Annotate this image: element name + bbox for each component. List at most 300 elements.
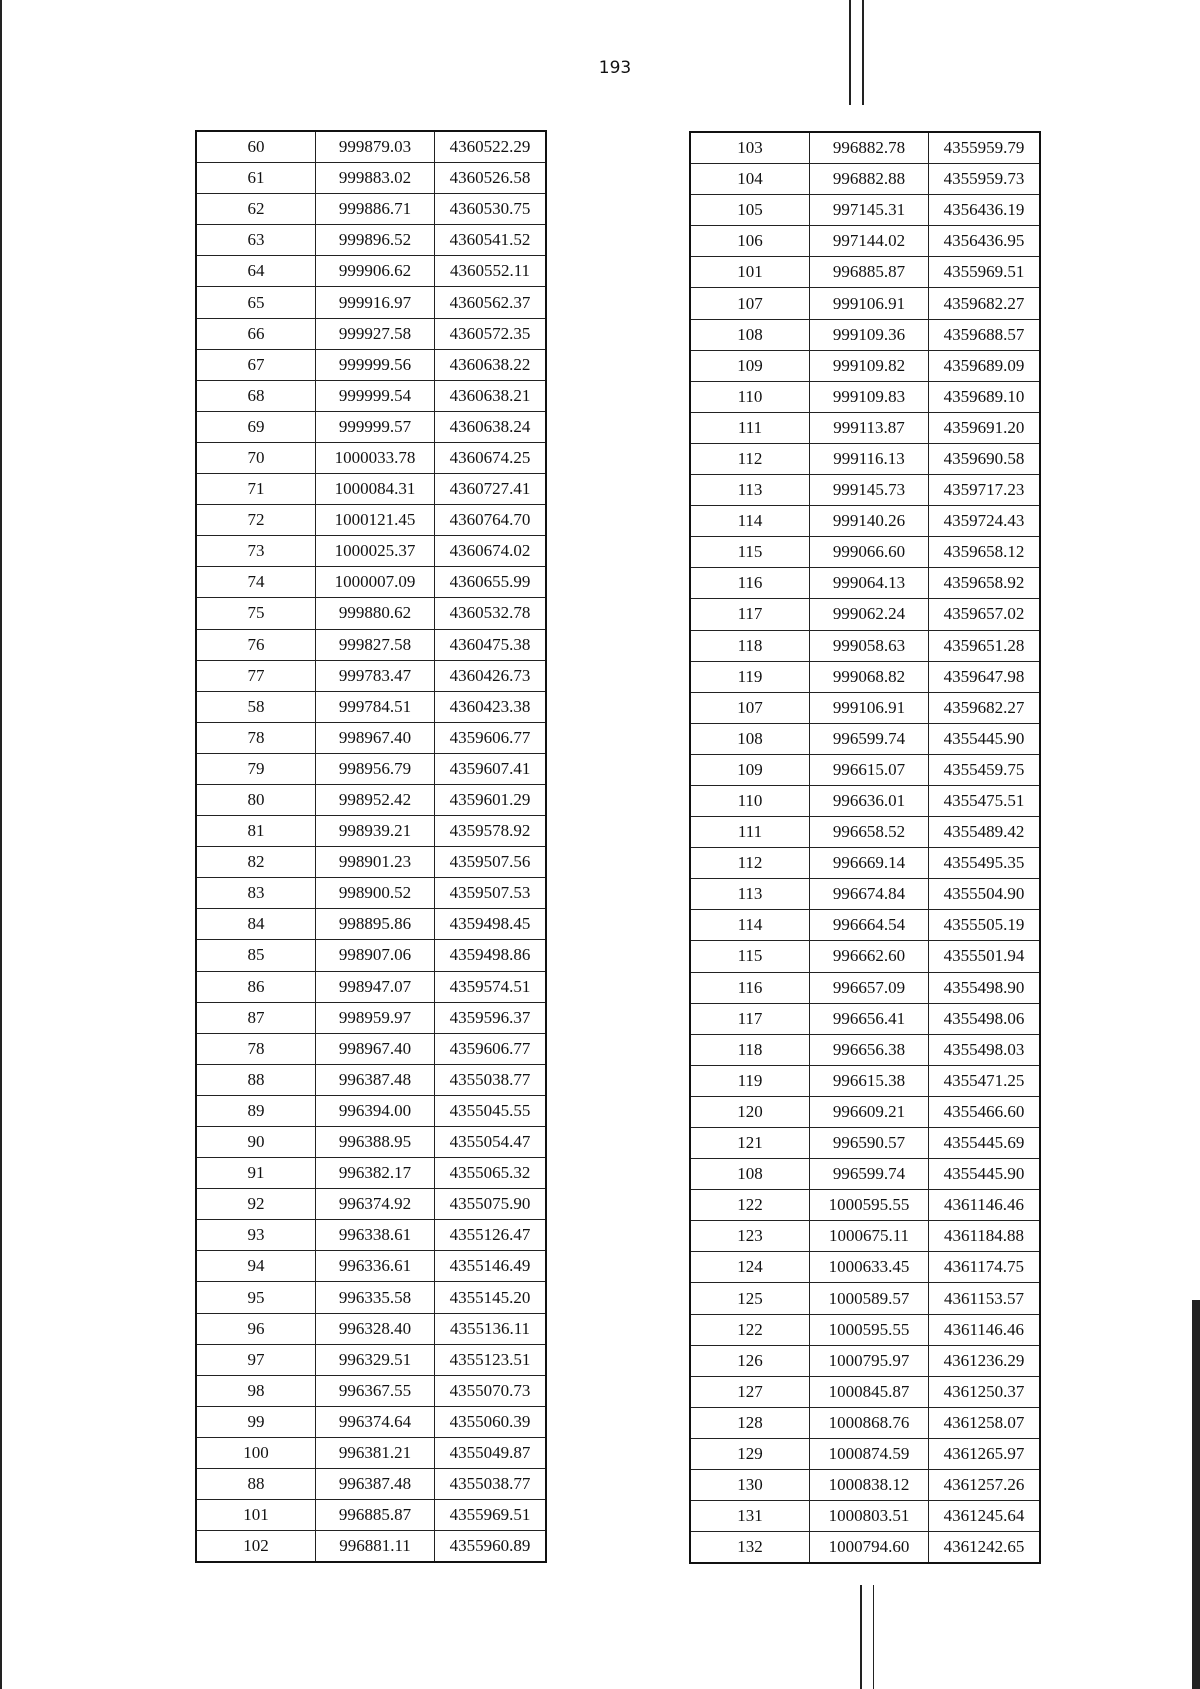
point-number-cell: 94 bbox=[196, 1251, 316, 1282]
table-row bbox=[196, 536, 546, 567]
table-row bbox=[196, 442, 546, 473]
y-coordinate-cell: 4356436.95 bbox=[929, 226, 1041, 257]
x-coordinate-cell: 996590.57 bbox=[810, 1128, 929, 1159]
x-coordinate-cell: 996882.78 bbox=[810, 132, 929, 164]
x-coordinate-cell: 999106.91 bbox=[810, 692, 929, 723]
table-row bbox=[690, 661, 1040, 692]
y-coordinate-cell: 4359688.57 bbox=[929, 319, 1041, 350]
scan-line-top-right-1 bbox=[849, 0, 851, 105]
table-row bbox=[690, 537, 1040, 568]
x-coordinate-cell: 996656.41 bbox=[810, 1003, 929, 1034]
x-coordinate-cell: 996599.74 bbox=[810, 1159, 929, 1190]
table-row bbox=[196, 940, 546, 971]
point-number-cell: 108 bbox=[690, 1159, 810, 1190]
table-row bbox=[690, 1314, 1040, 1345]
y-coordinate-cell: 4360638.22 bbox=[435, 349, 547, 380]
point-number-cell: 101 bbox=[196, 1500, 316, 1531]
point-number-cell: 116 bbox=[690, 568, 810, 599]
x-coordinate-cell: 996636.01 bbox=[810, 785, 929, 816]
table-row bbox=[690, 568, 1040, 599]
y-coordinate-cell: 4359606.77 bbox=[435, 722, 547, 753]
y-coordinate-cell: 4355123.51 bbox=[435, 1344, 547, 1375]
point-number-cell: 101 bbox=[690, 257, 810, 288]
point-number-cell: 86 bbox=[196, 971, 316, 1002]
x-coordinate-cell: 999066.60 bbox=[810, 537, 929, 568]
point-number-cell: 113 bbox=[690, 879, 810, 910]
table-row bbox=[690, 1470, 1040, 1501]
table-row bbox=[196, 753, 546, 784]
point-number-cell: 122 bbox=[690, 1190, 810, 1221]
point-number-cell: 79 bbox=[196, 753, 316, 784]
table-row bbox=[196, 1251, 546, 1282]
y-coordinate-cell: 4360526.58 bbox=[435, 163, 547, 194]
point-number-cell: 117 bbox=[690, 599, 810, 630]
x-coordinate-cell: 999827.58 bbox=[316, 629, 435, 660]
point-number-cell: 118 bbox=[690, 630, 810, 661]
point-number-cell: 84 bbox=[196, 909, 316, 940]
x-coordinate-cell: 996381.21 bbox=[316, 1437, 435, 1468]
x-coordinate-cell: 996394.00 bbox=[316, 1095, 435, 1126]
y-coordinate-cell: 4360541.52 bbox=[435, 225, 547, 256]
table-row bbox=[196, 629, 546, 660]
y-coordinate-cell: 4355038.77 bbox=[435, 1064, 547, 1095]
x-coordinate-cell: 998900.52 bbox=[316, 878, 435, 909]
x-coordinate-cell: 996374.92 bbox=[316, 1189, 435, 1220]
x-coordinate-cell: 998967.40 bbox=[316, 722, 435, 753]
x-coordinate-cell: 999999.54 bbox=[316, 380, 435, 411]
x-coordinate-cell: 998947.07 bbox=[316, 971, 435, 1002]
point-number-cell: 77 bbox=[196, 660, 316, 691]
table-row bbox=[196, 1500, 546, 1531]
table-row bbox=[196, 1437, 546, 1468]
y-coordinate-cell: 4355445.90 bbox=[929, 723, 1041, 754]
point-number-cell: 75 bbox=[196, 598, 316, 629]
point-number-cell: 128 bbox=[690, 1407, 810, 1438]
x-coordinate-cell: 999109.36 bbox=[810, 319, 929, 350]
y-coordinate-cell: 4360638.21 bbox=[435, 380, 547, 411]
table-row bbox=[196, 1531, 546, 1563]
point-number-cell: 82 bbox=[196, 847, 316, 878]
point-number-cell: 74 bbox=[196, 567, 316, 598]
y-coordinate-cell: 4355126.47 bbox=[435, 1220, 547, 1251]
x-coordinate-cell: 996882.88 bbox=[810, 164, 929, 195]
point-number-cell: 112 bbox=[690, 848, 810, 879]
y-coordinate-cell: 4359682.27 bbox=[929, 692, 1041, 723]
table-row bbox=[690, 1065, 1040, 1096]
y-coordinate-cell: 4359607.41 bbox=[435, 753, 547, 784]
point-number-cell: 76 bbox=[196, 629, 316, 660]
y-coordinate-cell: 4355489.42 bbox=[929, 817, 1041, 848]
point-number-cell: 62 bbox=[196, 194, 316, 225]
scan-line-top-right-2 bbox=[862, 0, 864, 105]
scan-line-right-edge bbox=[1192, 1300, 1200, 1689]
x-coordinate-cell: 1000033.78 bbox=[316, 442, 435, 473]
x-coordinate-cell: 998956.79 bbox=[316, 753, 435, 784]
x-coordinate-cell: 999113.87 bbox=[810, 412, 929, 443]
y-coordinate-cell: 4355045.55 bbox=[435, 1095, 547, 1126]
point-number-cell: 110 bbox=[690, 785, 810, 816]
table-row bbox=[196, 380, 546, 411]
x-coordinate-cell: 998959.97 bbox=[316, 1002, 435, 1033]
point-number-cell: 65 bbox=[196, 287, 316, 318]
x-coordinate-cell: 996599.74 bbox=[810, 723, 929, 754]
y-coordinate-cell: 4355498.90 bbox=[929, 972, 1041, 1003]
y-coordinate-cell: 4359647.98 bbox=[929, 661, 1041, 692]
point-number-cell: 88 bbox=[196, 1064, 316, 1095]
x-coordinate-cell: 996881.11 bbox=[316, 1531, 435, 1563]
x-coordinate-cell: 996674.84 bbox=[810, 879, 929, 910]
point-number-cell: 98 bbox=[196, 1375, 316, 1406]
x-coordinate-cell: 997145.31 bbox=[810, 195, 929, 226]
x-coordinate-cell: 999068.82 bbox=[810, 661, 929, 692]
scan-line-left-edge bbox=[0, 0, 2, 1689]
point-number-cell: 131 bbox=[690, 1501, 810, 1532]
point-number-cell: 61 bbox=[196, 163, 316, 194]
point-number-cell: 95 bbox=[196, 1282, 316, 1313]
y-coordinate-cell: 4359690.58 bbox=[929, 443, 1041, 474]
table-row bbox=[196, 1189, 546, 1220]
table-row bbox=[690, 1096, 1040, 1127]
table-row bbox=[690, 195, 1040, 226]
x-coordinate-cell: 999106.91 bbox=[810, 288, 929, 319]
point-number-cell: 125 bbox=[690, 1283, 810, 1314]
y-coordinate-cell: 4359507.56 bbox=[435, 847, 547, 878]
x-coordinate-cell: 999784.51 bbox=[316, 691, 435, 722]
point-number-cell: 127 bbox=[690, 1376, 810, 1407]
x-coordinate-cell: 996388.95 bbox=[316, 1127, 435, 1158]
y-coordinate-cell: 4355038.77 bbox=[435, 1469, 547, 1500]
y-coordinate-cell: 4355475.51 bbox=[929, 785, 1041, 816]
x-coordinate-cell: 999109.83 bbox=[810, 381, 929, 412]
y-coordinate-cell: 4355969.51 bbox=[929, 257, 1041, 288]
coordinate-table-right bbox=[689, 131, 1041, 1564]
point-number-cell: 73 bbox=[196, 536, 316, 567]
point-number-cell: 117 bbox=[690, 1003, 810, 1034]
x-coordinate-cell: 1000838.12 bbox=[810, 1470, 929, 1501]
y-coordinate-cell: 4355049.87 bbox=[435, 1437, 547, 1468]
coordinate-table-left bbox=[195, 130, 547, 1563]
table-row bbox=[196, 816, 546, 847]
point-number-cell: 126 bbox=[690, 1345, 810, 1376]
table-row bbox=[690, 1532, 1040, 1564]
y-coordinate-cell: 4359651.28 bbox=[929, 630, 1041, 661]
table-row bbox=[690, 475, 1040, 506]
point-number-cell: 114 bbox=[690, 506, 810, 537]
x-coordinate-cell: 999058.63 bbox=[810, 630, 929, 661]
table-row bbox=[690, 1128, 1040, 1159]
y-coordinate-cell: 4355969.51 bbox=[435, 1500, 547, 1531]
x-coordinate-cell: 996338.61 bbox=[316, 1220, 435, 1251]
point-number-cell: 72 bbox=[196, 505, 316, 536]
table-row bbox=[690, 226, 1040, 257]
table-row bbox=[196, 318, 546, 349]
point-number-cell: 66 bbox=[196, 318, 316, 349]
point-number-cell: 78 bbox=[196, 722, 316, 753]
y-coordinate-cell: 4360764.70 bbox=[435, 505, 547, 536]
y-coordinate-cell: 4359601.29 bbox=[435, 784, 547, 815]
table-row bbox=[690, 381, 1040, 412]
point-number-cell: 109 bbox=[690, 350, 810, 381]
point-number-cell: 111 bbox=[690, 412, 810, 443]
table-row bbox=[690, 164, 1040, 195]
x-coordinate-cell: 996662.60 bbox=[810, 941, 929, 972]
point-number-cell: 105 bbox=[690, 195, 810, 226]
x-coordinate-cell: 999109.82 bbox=[810, 350, 929, 381]
table-row bbox=[690, 910, 1040, 941]
point-number-cell: 69 bbox=[196, 411, 316, 442]
point-number-cell: 118 bbox=[690, 1034, 810, 1065]
table-row bbox=[690, 879, 1040, 910]
point-number-cell: 109 bbox=[690, 754, 810, 785]
y-coordinate-cell: 4359689.10 bbox=[929, 381, 1041, 412]
x-coordinate-cell: 996336.61 bbox=[316, 1251, 435, 1282]
x-coordinate-cell: 996387.48 bbox=[316, 1469, 435, 1500]
table-row bbox=[690, 132, 1040, 164]
point-number-cell: 67 bbox=[196, 349, 316, 380]
y-coordinate-cell: 4355959.73 bbox=[929, 164, 1041, 195]
x-coordinate-cell: 996664.54 bbox=[810, 910, 929, 941]
x-coordinate-cell: 1000121.45 bbox=[316, 505, 435, 536]
y-coordinate-cell: 4359724.43 bbox=[929, 506, 1041, 537]
table-row bbox=[196, 567, 546, 598]
x-coordinate-cell: 1000794.60 bbox=[810, 1532, 929, 1564]
point-number-cell: 112 bbox=[690, 443, 810, 474]
y-coordinate-cell: 4360638.24 bbox=[435, 411, 547, 442]
y-coordinate-cell: 4355445.90 bbox=[929, 1159, 1041, 1190]
point-number-cell: 93 bbox=[196, 1220, 316, 1251]
table-row bbox=[690, 972, 1040, 1003]
table-row bbox=[196, 1344, 546, 1375]
x-coordinate-cell: 999880.62 bbox=[316, 598, 435, 629]
x-coordinate-cell: 998895.86 bbox=[316, 909, 435, 940]
x-coordinate-cell: 998907.06 bbox=[316, 940, 435, 971]
table-row bbox=[196, 878, 546, 909]
y-coordinate-cell: 4360572.35 bbox=[435, 318, 547, 349]
x-coordinate-cell: 1000595.55 bbox=[810, 1314, 929, 1345]
y-coordinate-cell: 4361236.29 bbox=[929, 1345, 1041, 1376]
y-coordinate-cell: 4360655.99 bbox=[435, 567, 547, 598]
table-row bbox=[196, 474, 546, 505]
y-coordinate-cell: 4355054.47 bbox=[435, 1127, 547, 1158]
y-coordinate-cell: 4360674.25 bbox=[435, 442, 547, 473]
point-number-cell: 96 bbox=[196, 1313, 316, 1344]
point-number-cell: 122 bbox=[690, 1314, 810, 1345]
page-number: 193 bbox=[598, 58, 632, 78]
y-coordinate-cell: 4360552.11 bbox=[435, 256, 547, 287]
y-coordinate-cell: 4355445.69 bbox=[929, 1128, 1041, 1159]
point-number-cell: 88 bbox=[196, 1469, 316, 1500]
x-coordinate-cell: 999064.13 bbox=[810, 568, 929, 599]
y-coordinate-cell: 4355146.49 bbox=[435, 1251, 547, 1282]
table-row bbox=[690, 848, 1040, 879]
table-row bbox=[690, 941, 1040, 972]
y-coordinate-cell: 4359689.09 bbox=[929, 350, 1041, 381]
x-coordinate-cell: 996885.87 bbox=[316, 1500, 435, 1531]
x-coordinate-cell: 1000868.76 bbox=[810, 1407, 929, 1438]
table-row bbox=[690, 1438, 1040, 1469]
table-row bbox=[196, 691, 546, 722]
y-coordinate-cell: 4355466.60 bbox=[929, 1096, 1041, 1127]
table-row bbox=[196, 1064, 546, 1095]
x-coordinate-cell: 998939.21 bbox=[316, 816, 435, 847]
y-coordinate-cell: 4361146.46 bbox=[929, 1314, 1041, 1345]
x-coordinate-cell: 998952.42 bbox=[316, 784, 435, 815]
table-row bbox=[196, 1220, 546, 1251]
point-number-cell: 104 bbox=[690, 164, 810, 195]
point-number-cell: 99 bbox=[196, 1406, 316, 1437]
table-row bbox=[690, 443, 1040, 474]
y-coordinate-cell: 4360426.73 bbox=[435, 660, 547, 691]
y-coordinate-cell: 4361250.37 bbox=[929, 1376, 1041, 1407]
table-row bbox=[196, 1033, 546, 1064]
point-number-cell: 107 bbox=[690, 288, 810, 319]
y-coordinate-cell: 4361258.07 bbox=[929, 1407, 1041, 1438]
y-coordinate-cell: 4359578.92 bbox=[435, 816, 547, 847]
point-number-cell: 85 bbox=[196, 940, 316, 971]
x-coordinate-cell: 999896.52 bbox=[316, 225, 435, 256]
table-row bbox=[196, 194, 546, 225]
point-number-cell: 108 bbox=[690, 319, 810, 350]
y-coordinate-cell: 4355498.03 bbox=[929, 1034, 1041, 1065]
table-row bbox=[196, 256, 546, 287]
y-coordinate-cell: 4359691.20 bbox=[929, 412, 1041, 443]
point-number-cell: 63 bbox=[196, 225, 316, 256]
table-row bbox=[690, 506, 1040, 537]
table-row bbox=[690, 754, 1040, 785]
point-number-cell: 64 bbox=[196, 256, 316, 287]
x-coordinate-cell: 1000803.51 bbox=[810, 1501, 929, 1532]
x-coordinate-cell: 1000595.55 bbox=[810, 1190, 929, 1221]
table-row bbox=[690, 723, 1040, 754]
point-number-cell: 58 bbox=[196, 691, 316, 722]
y-coordinate-cell: 4361257.26 bbox=[929, 1470, 1041, 1501]
table-row bbox=[196, 505, 546, 536]
point-number-cell: 121 bbox=[690, 1128, 810, 1159]
table-row bbox=[196, 163, 546, 194]
x-coordinate-cell: 996328.40 bbox=[316, 1313, 435, 1344]
table-row bbox=[196, 1469, 546, 1500]
point-number-cell: 116 bbox=[690, 972, 810, 1003]
x-coordinate-cell: 1000845.87 bbox=[810, 1376, 929, 1407]
x-coordinate-cell: 999886.71 bbox=[316, 194, 435, 225]
y-coordinate-cell: 4360522.29 bbox=[435, 131, 547, 163]
x-coordinate-cell: 996335.58 bbox=[316, 1282, 435, 1313]
table-row bbox=[196, 598, 546, 629]
point-number-cell: 106 bbox=[690, 226, 810, 257]
table-row bbox=[690, 1376, 1040, 1407]
x-coordinate-cell: 999116.13 bbox=[810, 443, 929, 474]
table-row bbox=[196, 660, 546, 691]
table-row bbox=[690, 1190, 1040, 1221]
y-coordinate-cell: 4355959.79 bbox=[929, 132, 1041, 164]
table-row bbox=[690, 692, 1040, 723]
point-number-cell: 129 bbox=[690, 1438, 810, 1469]
y-coordinate-cell: 4359657.02 bbox=[929, 599, 1041, 630]
point-number-cell: 110 bbox=[690, 381, 810, 412]
x-coordinate-cell: 1000589.57 bbox=[810, 1283, 929, 1314]
y-coordinate-cell: 4355471.25 bbox=[929, 1065, 1041, 1096]
y-coordinate-cell: 4355070.73 bbox=[435, 1375, 547, 1406]
point-number-cell: 124 bbox=[690, 1252, 810, 1283]
x-coordinate-cell: 996658.52 bbox=[810, 817, 929, 848]
scan-line-bottom-right-1 bbox=[860, 1585, 862, 1689]
y-coordinate-cell: 4356436.19 bbox=[929, 195, 1041, 226]
y-coordinate-cell: 4359498.86 bbox=[435, 940, 547, 971]
y-coordinate-cell: 4355495.35 bbox=[929, 848, 1041, 879]
y-coordinate-cell: 4355060.39 bbox=[435, 1406, 547, 1437]
table-row bbox=[690, 1252, 1040, 1283]
point-number-cell: 115 bbox=[690, 537, 810, 568]
point-number-cell: 60 bbox=[196, 131, 316, 163]
y-coordinate-cell: 4361265.97 bbox=[929, 1438, 1041, 1469]
table-row bbox=[196, 1406, 546, 1437]
y-coordinate-cell: 4361245.64 bbox=[929, 1501, 1041, 1532]
x-coordinate-cell: 996329.51 bbox=[316, 1344, 435, 1375]
point-number-cell: 81 bbox=[196, 816, 316, 847]
x-coordinate-cell: 996656.38 bbox=[810, 1034, 929, 1065]
point-number-cell: 120 bbox=[690, 1096, 810, 1127]
x-coordinate-cell: 999062.24 bbox=[810, 599, 929, 630]
table-row bbox=[196, 1375, 546, 1406]
x-coordinate-cell: 996615.07 bbox=[810, 754, 929, 785]
y-coordinate-cell: 4355065.32 bbox=[435, 1158, 547, 1189]
point-number-cell: 130 bbox=[690, 1470, 810, 1501]
x-coordinate-cell: 1000675.11 bbox=[810, 1221, 929, 1252]
x-coordinate-cell: 996387.48 bbox=[316, 1064, 435, 1095]
y-coordinate-cell: 4360532.78 bbox=[435, 598, 547, 629]
x-coordinate-cell: 996367.55 bbox=[316, 1375, 435, 1406]
y-coordinate-cell: 4361184.88 bbox=[929, 1221, 1041, 1252]
table-row bbox=[690, 1407, 1040, 1438]
x-coordinate-cell: 1000084.31 bbox=[316, 474, 435, 505]
x-coordinate-cell: 1000633.45 bbox=[810, 1252, 929, 1283]
table-row bbox=[196, 971, 546, 1002]
x-coordinate-cell: 996374.64 bbox=[316, 1406, 435, 1437]
point-number-cell: 113 bbox=[690, 475, 810, 506]
table-row bbox=[690, 1345, 1040, 1376]
point-number-cell: 107 bbox=[690, 692, 810, 723]
x-coordinate-cell: 999145.73 bbox=[810, 475, 929, 506]
x-coordinate-cell: 998967.40 bbox=[316, 1033, 435, 1064]
y-coordinate-cell: 4361174.75 bbox=[929, 1252, 1041, 1283]
point-number-cell: 80 bbox=[196, 784, 316, 815]
point-number-cell: 119 bbox=[690, 661, 810, 692]
point-number-cell: 83 bbox=[196, 878, 316, 909]
table-row bbox=[690, 1283, 1040, 1314]
table-row bbox=[690, 288, 1040, 319]
y-coordinate-cell: 4361146.46 bbox=[929, 1190, 1041, 1221]
x-coordinate-cell: 999916.97 bbox=[316, 287, 435, 318]
table-row bbox=[690, 785, 1040, 816]
y-coordinate-cell: 4360562.37 bbox=[435, 287, 547, 318]
y-coordinate-cell: 4355136.11 bbox=[435, 1313, 547, 1344]
point-number-cell: 132 bbox=[690, 1532, 810, 1564]
point-number-cell: 115 bbox=[690, 941, 810, 972]
point-number-cell: 87 bbox=[196, 1002, 316, 1033]
table-row bbox=[196, 287, 546, 318]
x-coordinate-cell: 996609.21 bbox=[810, 1096, 929, 1127]
y-coordinate-cell: 4355459.75 bbox=[929, 754, 1041, 785]
x-coordinate-cell: 999879.03 bbox=[316, 131, 435, 163]
point-number-cell: 111 bbox=[690, 817, 810, 848]
table-row bbox=[196, 909, 546, 940]
x-coordinate-cell: 999883.02 bbox=[316, 163, 435, 194]
table-row bbox=[196, 722, 546, 753]
point-number-cell: 78 bbox=[196, 1033, 316, 1064]
table-row bbox=[196, 1002, 546, 1033]
y-coordinate-cell: 4360727.41 bbox=[435, 474, 547, 505]
y-coordinate-cell: 4359606.77 bbox=[435, 1033, 547, 1064]
